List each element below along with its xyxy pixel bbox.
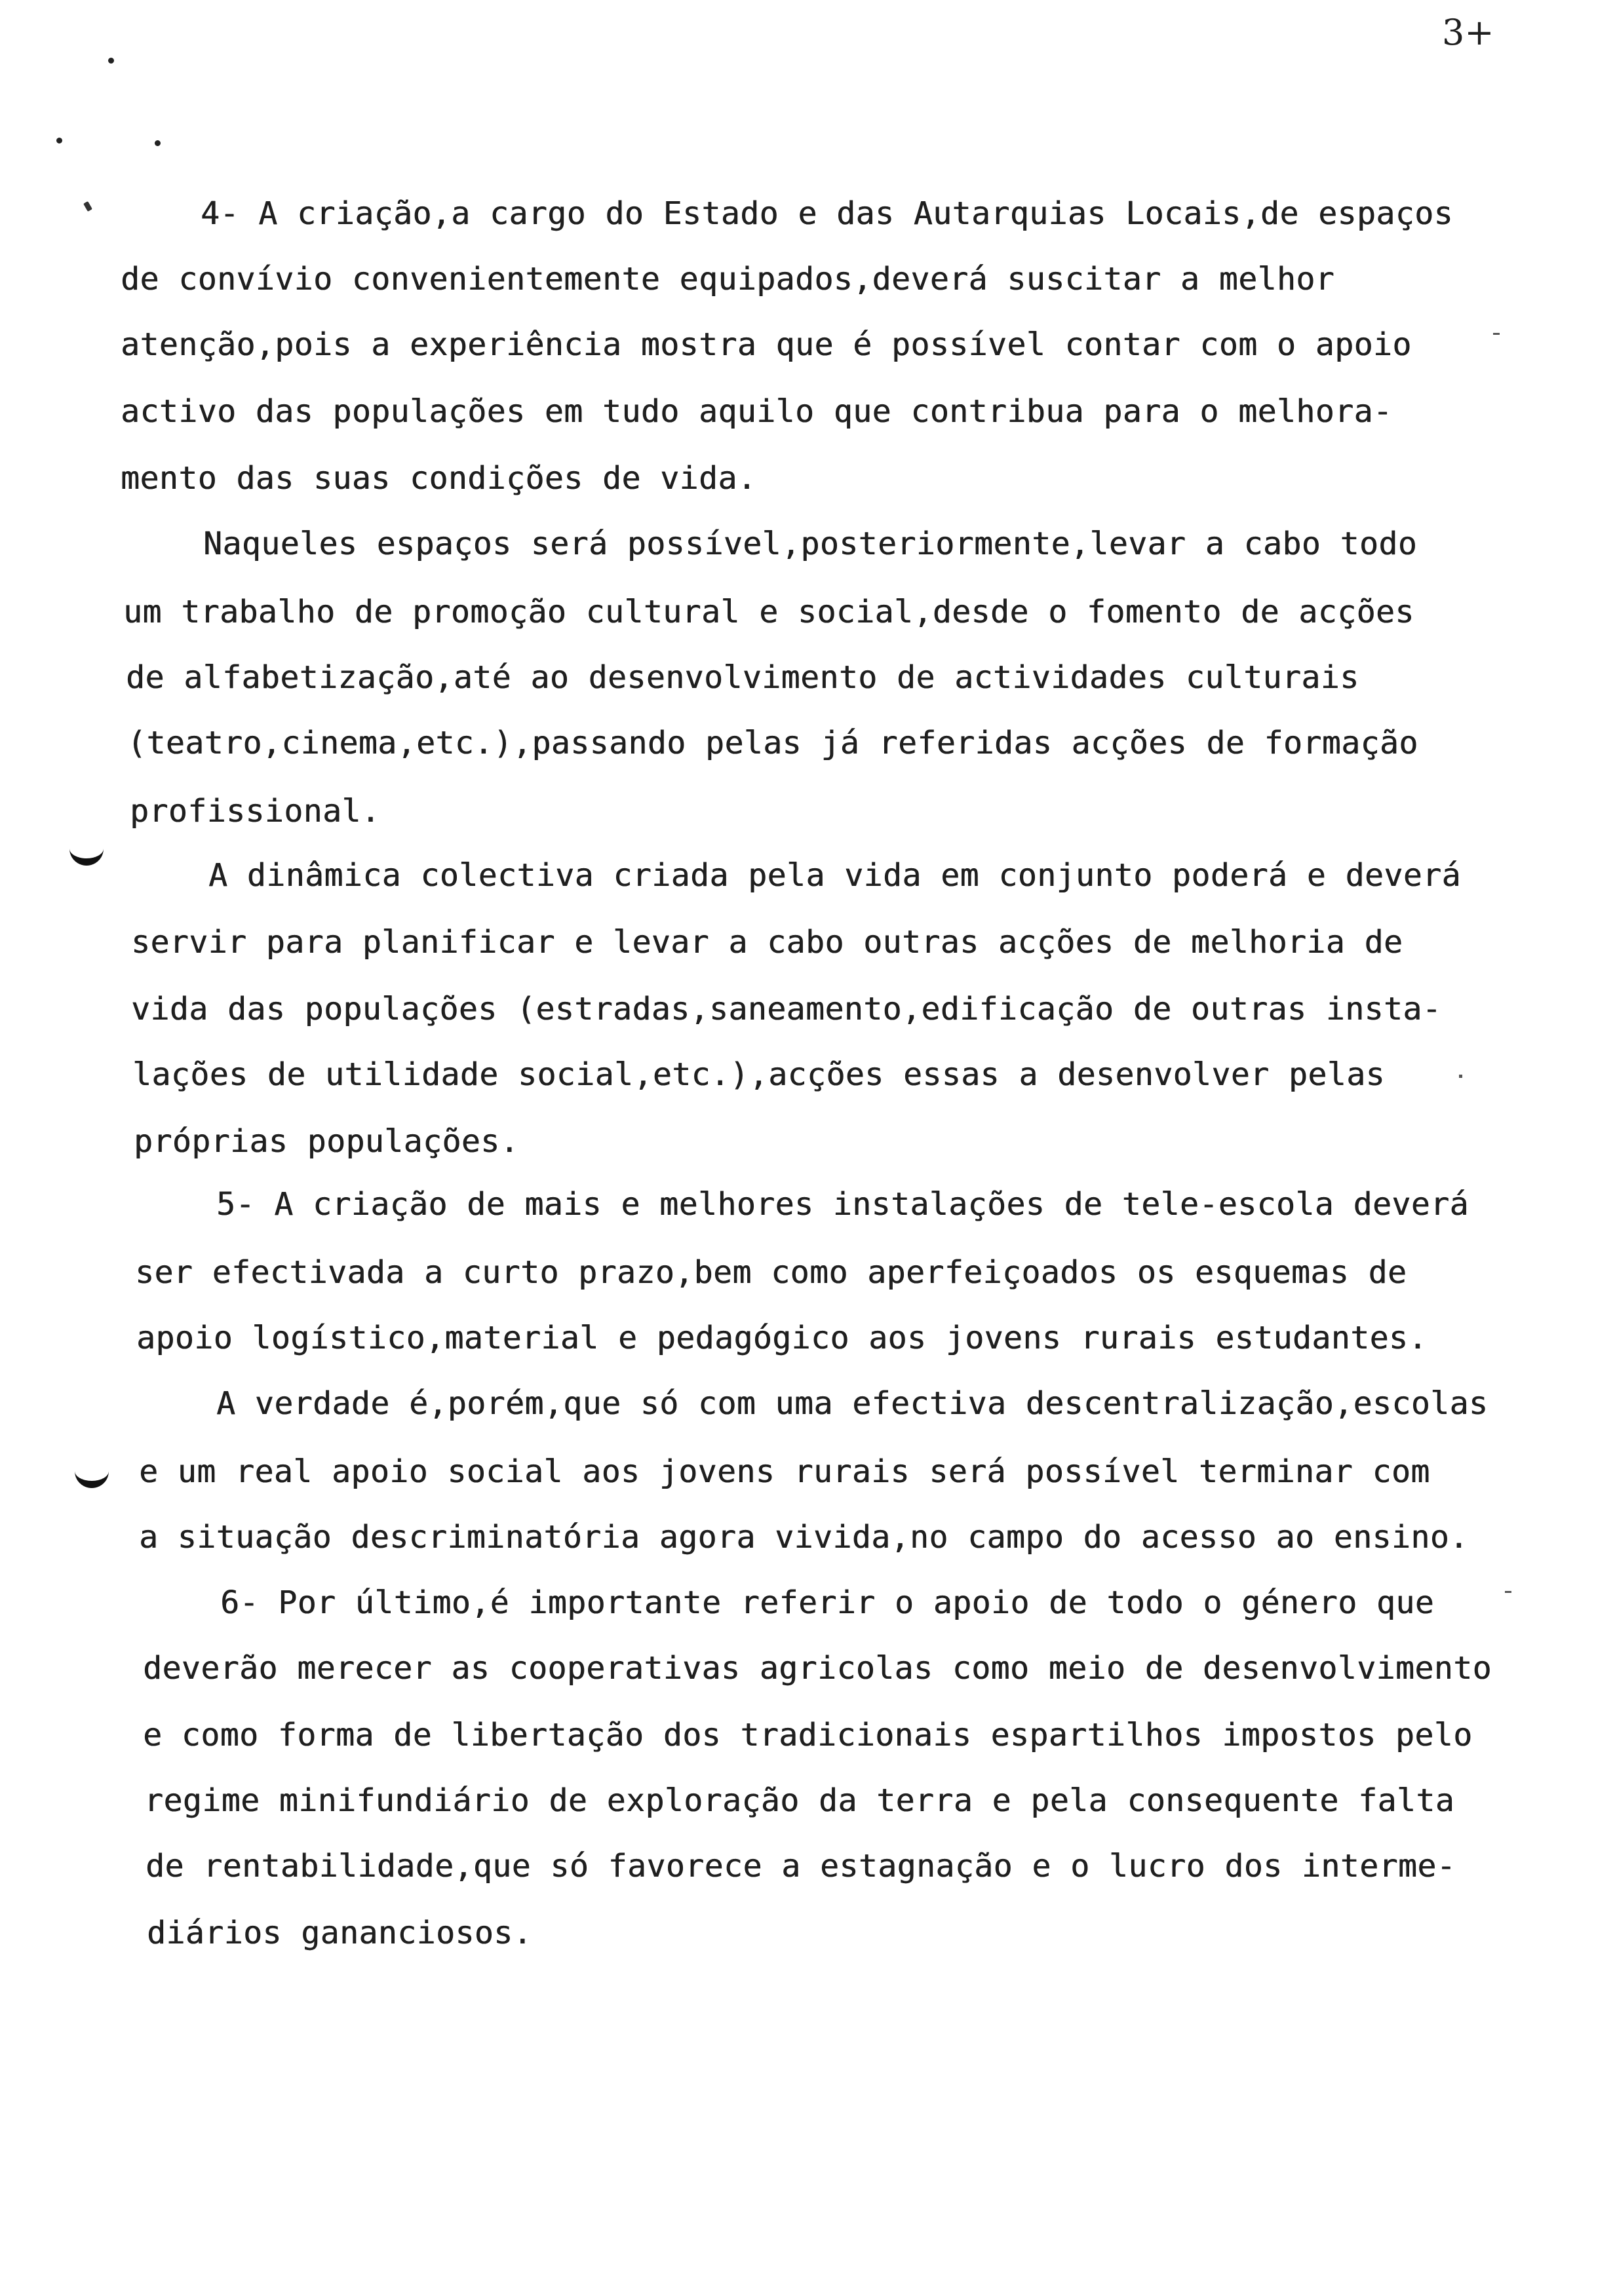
text-line: (teatro,cinema,etc.),passando pelas já referidas acções de formação (127, 725, 1418, 761)
text-line: próprias populações. (134, 1123, 519, 1160)
text-line: lações de utilidade social,etc.),acções essas a desenvolver pelas (132, 1056, 1385, 1093)
text-line: A verdade é,porém,que só com uma efectiva descentralização,escolas (216, 1385, 1489, 1422)
margin-curve-mark (75, 1468, 109, 1488)
margin-curve-mark (69, 845, 104, 866)
text-line: Naqueles espaços será possível,posteriormente,levar a cabo todo (203, 526, 1418, 562)
text-line: um trabalho de promoção cultural e social,desde o fomento de acções (123, 594, 1414, 630)
text-line: regime minifundiário de exploração da terra e pela consequente falta (144, 1782, 1455, 1819)
text-line: de convívio convenientemente equipados,deverá suscitar a melhor (121, 261, 1335, 297)
text-line: activo das populações em tudo aquilo que contribua para o melhora- (121, 393, 1393, 430)
text-line: apoio logístico,material e pedagógico aos jovens rurais estudantes. (136, 1320, 1428, 1356)
page-number: 3+ (1442, 12, 1494, 53)
margin-speck-mark (1493, 333, 1500, 335)
margin-dot-mark (56, 138, 62, 144)
text-line: diários gananciosos. (147, 1915, 532, 1951)
text-line: vida das populações (estradas,saneamento,edificação de outras insta- (131, 991, 1442, 1027)
text-line: 5- A criação de mais e melhores instalações de tele-escola deverá (216, 1186, 1469, 1223)
margin-dot-mark (108, 58, 114, 64)
text-line: A dinâmica colectiva criada pela vida em conjunto poderá e deverá (208, 857, 1461, 894)
margin-speck-mark (1505, 1591, 1511, 1593)
text-line: mento das suas condições de vida. (121, 460, 757, 497)
text-line: de rentabilidade,que só favorece a estagnação e o lucro dos interme- (146, 1848, 1456, 1885)
text-line: 6- Por último,é importante referir o apoio de todo o género que (220, 1584, 1435, 1621)
text-line: 4- A criação,a cargo do Estado e das Autarquias Locais,de espaços (201, 195, 1453, 232)
margin-dot-mark (155, 140, 161, 146)
text-line: servir para planificar e levar a cabo outras acções de melhoria de (131, 924, 1403, 961)
margin-tick-mark (83, 201, 92, 212)
text-line: atenção,pois a experiência mostra que é possível contar com o apoio (121, 326, 1412, 363)
text-line: e um real apoio social aos jovens rurais será possível terminar com (139, 1453, 1430, 1490)
text-line: profissional. (130, 793, 381, 830)
text-line: a situação descriminatória agora vivida,no campo do acesso ao ensino. (139, 1519, 1469, 1556)
text-line: e como forma de libertação dos tradicionais espartilhos impostos pelo (143, 1717, 1473, 1753)
text-line: ser efectivada a curto prazo,bem como aperfeiçoados os esquemas de (135, 1254, 1407, 1291)
margin-speck-mark (1459, 1075, 1462, 1078)
text-line: deverão merecer as cooperativas agricolas como meio de desenvolvimento (143, 1650, 1492, 1687)
text-line: de alfabetização,até ao desenvolvimento de actividades culturais (126, 659, 1359, 696)
